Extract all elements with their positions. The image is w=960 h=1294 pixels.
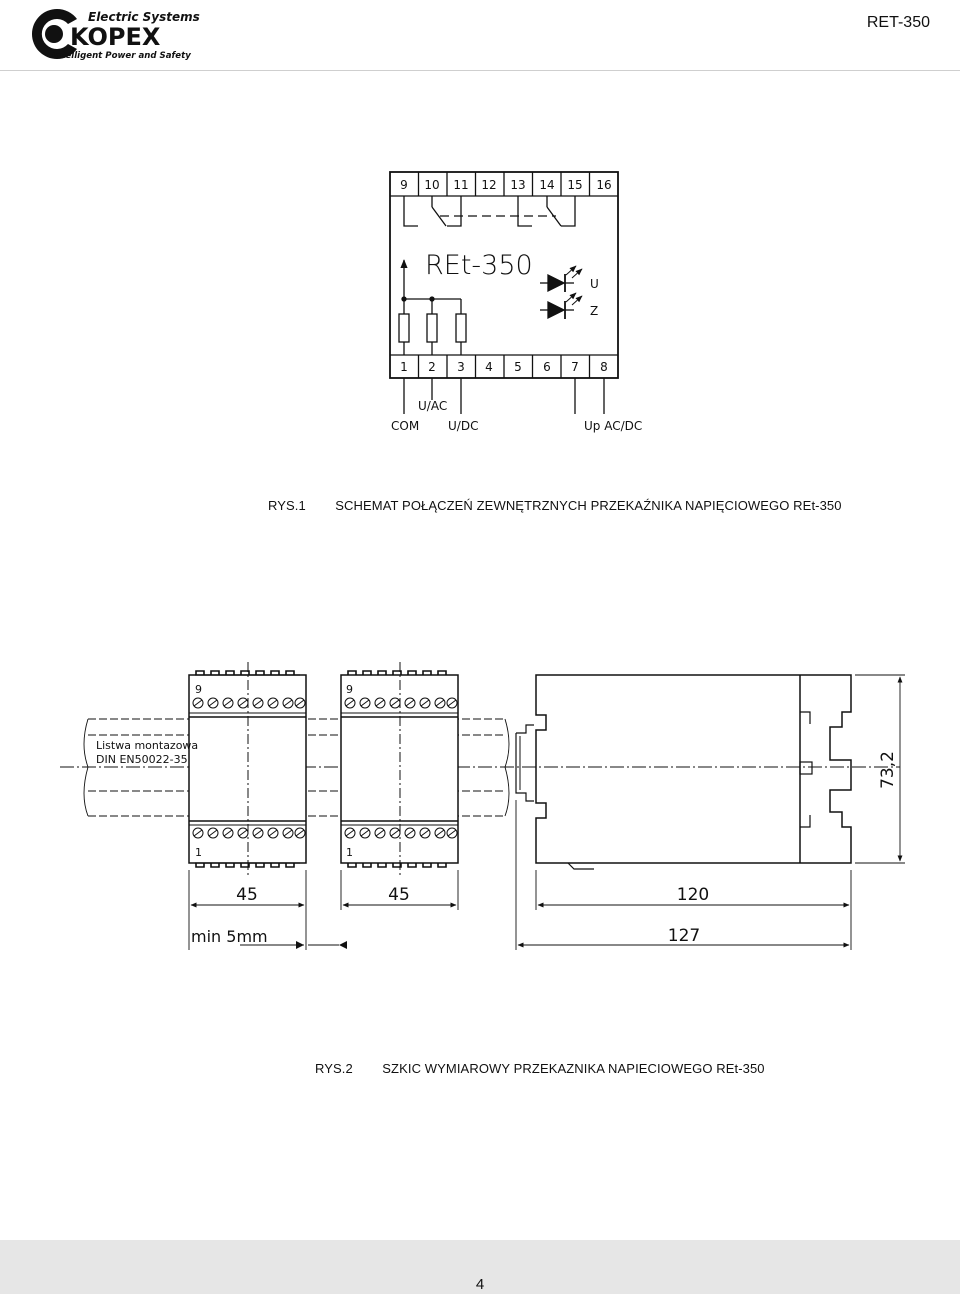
figure-1-number: RYS.1 <box>268 498 306 513</box>
led-z-icon <box>540 293 582 319</box>
dim-height: 73,2 <box>878 751 898 789</box>
figure-2-number: RYS.2 <box>315 1061 353 1076</box>
logo-top-text: Electric Systems <box>88 10 200 24</box>
document-id: RET-350 <box>866 14 930 31</box>
terminal-9-label: 9 <box>195 683 202 696</box>
module-side-view <box>516 675 851 869</box>
terminal-label: 14 <box>539 178 555 192</box>
rail-label-line1: Listwa montazowa <box>96 739 199 752</box>
terminal-9-label: 9 <box>346 683 353 696</box>
input-uac-label: U/AC <box>418 399 448 413</box>
terminal-label: 9 <box>400 178 408 192</box>
terminal-label: 16 <box>596 178 612 192</box>
led-z-label: Z <box>590 304 599 318</box>
dimensional-sketch <box>60 662 905 950</box>
input-com-label: COM <box>391 419 420 433</box>
logo-tagline: Intelligent Power and Safety <box>52 51 191 61</box>
terminal-1-label: 1 <box>346 846 353 859</box>
rail-label-line2: DIN EN50022-35 <box>96 753 188 766</box>
figure-1-caption <box>268 498 842 513</box>
dim-width-2: 45 <box>388 885 410 905</box>
logo-main-text: KOPEX <box>70 23 161 51</box>
terminal-label: 1 <box>400 360 408 374</box>
figure-2-title: SZKIC WYMIAROWY PRZEKAZNIKA NAPIECIOWEGO REt-350 <box>382 1061 765 1076</box>
dim-gap: min 5mm <box>191 927 268 946</box>
led-u-label: U <box>590 277 599 291</box>
page-footer <box>0 1240 960 1294</box>
terminal-label: 6 <box>543 360 551 374</box>
terminal-label: 12 <box>481 178 497 192</box>
figure-2-caption <box>315 1061 765 1076</box>
led-u-icon <box>540 266 582 292</box>
dim-width-1: 45 <box>236 885 258 905</box>
device-label: REt-350 <box>425 250 533 281</box>
terminal-label: 7 <box>571 360 579 374</box>
wiring-schematic <box>390 172 618 414</box>
dim-depth: 120 <box>676 885 710 905</box>
terminal-label: 11 <box>453 178 469 192</box>
module-front-view-1 <box>189 662 306 875</box>
page-number: 4 <box>475 1276 485 1293</box>
terminal-label: 13 <box>510 178 526 192</box>
input-udc-label: U/DC <box>448 419 479 433</box>
terminal-label: 3 <box>457 360 465 374</box>
terminal-label: 10 <box>424 178 440 192</box>
terminal-label: 5 <box>514 360 522 374</box>
dim-depth-total: 127 <box>667 926 701 946</box>
terminal-label: 8 <box>600 360 608 374</box>
module-front-view-2 <box>341 662 458 875</box>
relay-contacts <box>404 196 575 226</box>
terminal-label: 4 <box>485 360 493 374</box>
terminal-1-label: 1 <box>195 846 202 859</box>
figure-1-title: SCHEMAT POŁĄCZEŃ ZEWNĘTRZNYCH PRZEKAŹNIKA NAPIĘCIOWEGO REt-350 <box>335 498 842 513</box>
terminal-label: 2 <box>428 360 436 374</box>
terminal-label: 15 <box>567 178 583 192</box>
din-rail <box>60 719 900 816</box>
supply-label: Up AC/DC <box>584 419 643 433</box>
